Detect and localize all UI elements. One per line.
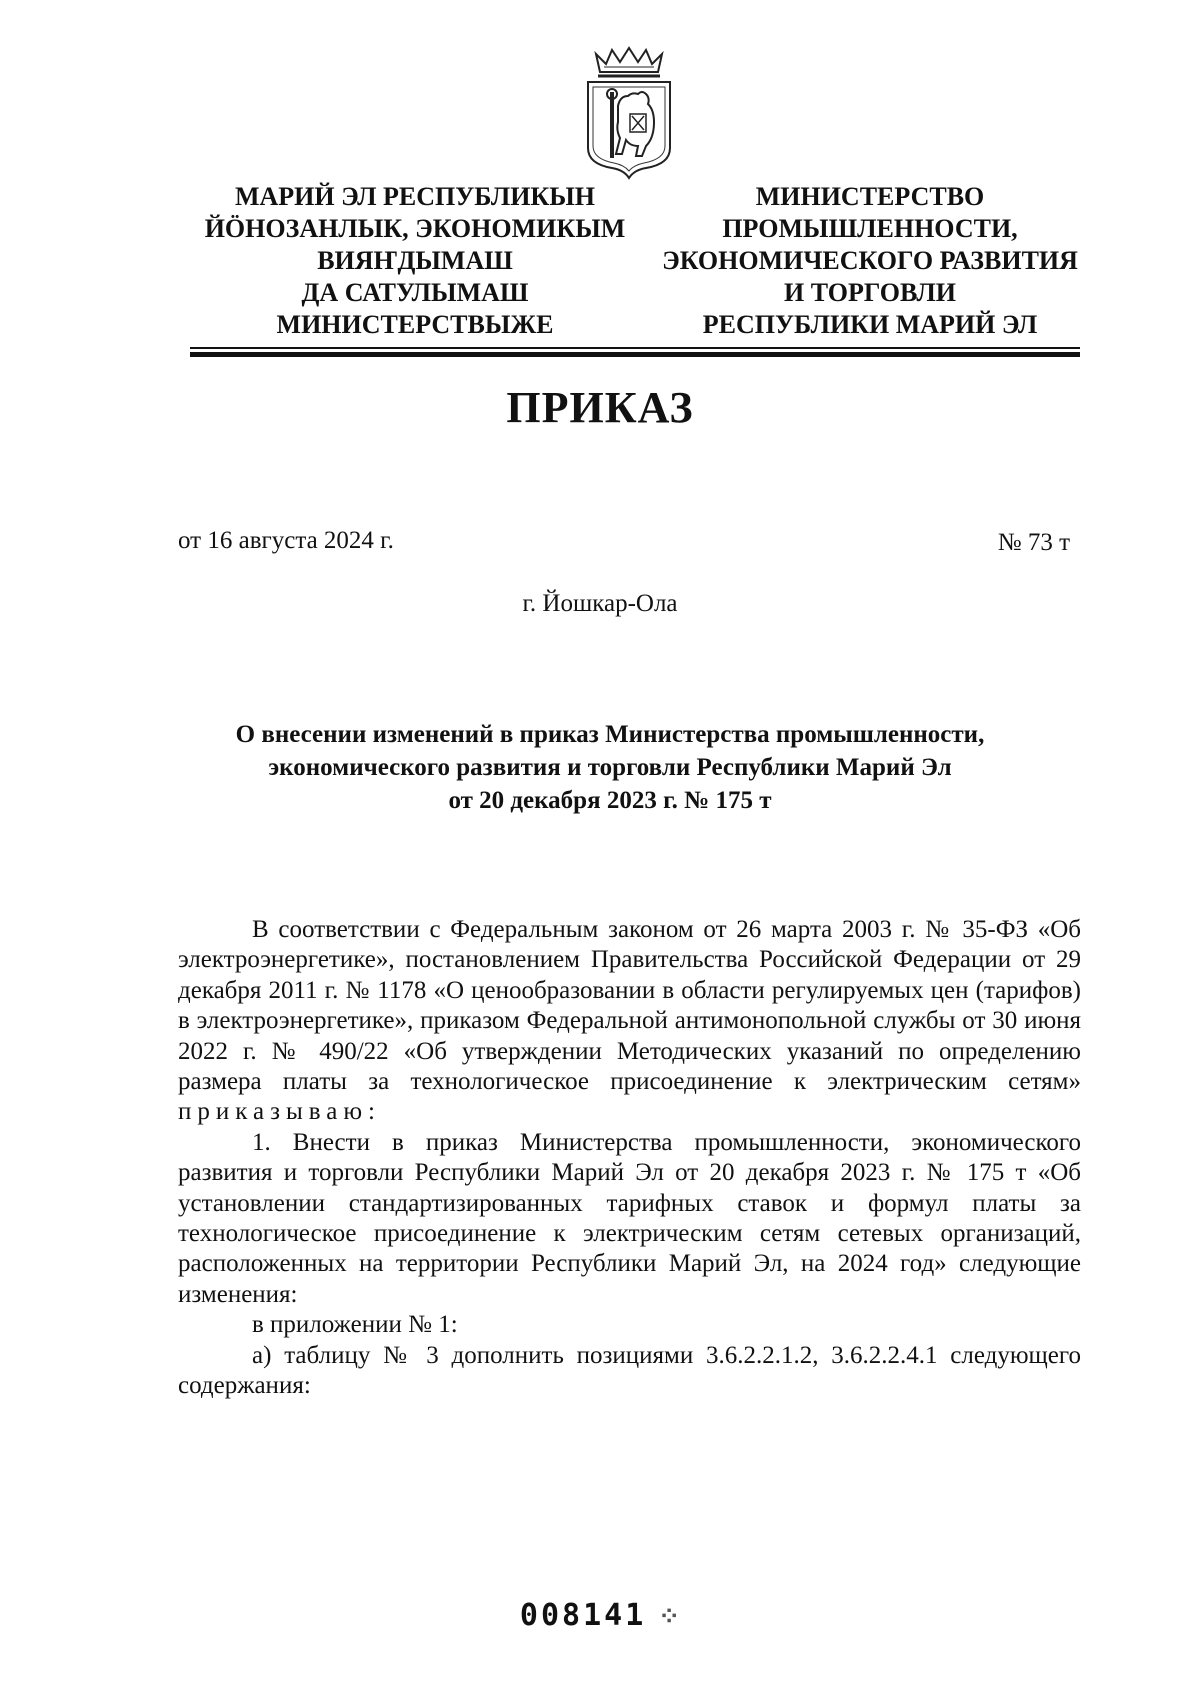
- body-paragraph-preamble: [178, 915, 1081, 1128]
- document-subject: [150, 718, 1070, 817]
- header-right-line: ПРОМЫШЛЕННОСТИ,: [722, 214, 1018, 243]
- header-left-line: МИНИСТЕРСТВЫЖЕ: [276, 310, 554, 339]
- body-paragraph-item-1: 1. Внести в приказ Министерства промышленности, экономического развития и торговли Республики Марий Эл от 20 декабря 2023 г. № 175 т «Об установлении стандартизированных тарифных ставок и формул платы за технологическое присоединение к электрическим сетям сетевых организаций, расположенных на территории Республики Марий Эл, на 2024 год» следующие изменения:: [178, 1128, 1081, 1308]
- body-paragraph-appendix: в приложении № 1:: [252, 1311, 458, 1339]
- document-number: № 73 т: [997, 529, 1070, 556]
- header-right-line: ЭКОНОМИЧЕСКОГО РАЗВИТИЯ: [662, 246, 1078, 275]
- serial-number: 008141: [519, 1598, 647, 1633]
- header-left-line: МАРИЙ ЭЛ РЕСПУБЛИКЫН: [234, 182, 596, 211]
- header-right-line: И ТОРГОВЛИ: [784, 278, 956, 307]
- document-city: г. Йошкар-Ола: [522, 590, 678, 617]
- coat-of-arms-icon: [582, 46, 676, 180]
- subject-line: от 20 декабря 2023 г. № 175 т: [448, 787, 772, 814]
- order-word: приказываю:: [178, 1098, 381, 1126]
- subject-line: О внесении изменений в приказ Министерства промышленности,: [235, 721, 985, 748]
- document-body: [178, 915, 1081, 1402]
- header-mari-block: [190, 181, 640, 341]
- document-title: ПРИКАЗ: [506, 383, 694, 432]
- body-paragraph-item-a: а) таблицу № 3 дополнить позициями 3.6.2.2.1.2, 3.6.2.2.4.1 следующего содержания:: [178, 1341, 1081, 1400]
- header-right-line: МИНИСТЕРСТВО: [755, 182, 985, 211]
- document-serial-footer: [0, 1598, 1200, 1633]
- header-left-line: ДА САТУЛЫМАШ: [301, 278, 529, 307]
- header-left-line: ВИЯҤДЫМАШ: [317, 246, 513, 275]
- dotted-mark-icon: ⁘: [658, 1602, 681, 1632]
- header-divider-thick: [190, 352, 1080, 357]
- document-date: от 16 августа 2024 г.: [178, 527, 394, 554]
- subject-line: экономического развития и торговли Республики Марий Эл: [268, 754, 952, 781]
- preamble-text: В соответствии с Федеральным законом от 26 марта 2003 г. № 35-ФЗ «Об электроэнергетике», постановлением Правительства Российской Федерации от 29 декабря 2011 г. № 1178 «О ценообразовании в области регулируемых цен (тарифов) в электроэнергетике», приказом Федеральной антимонопольной службы от 30 июня 2022 г. № 490/22 «Об утверждении Методических указаний по определению размера платы за технологическое присоединение к электрическим сетям»: [178, 916, 1081, 1096]
- header-russian-block: [655, 181, 1085, 341]
- header-left-line: ЙӦНОЗАНЛЫК, ЭКОНОМИКЫМ: [204, 214, 626, 243]
- header-divider-thin: [190, 347, 1080, 349]
- header-right-line: РЕСПУБЛИКИ МАРИЙ ЭЛ: [702, 310, 1038, 339]
